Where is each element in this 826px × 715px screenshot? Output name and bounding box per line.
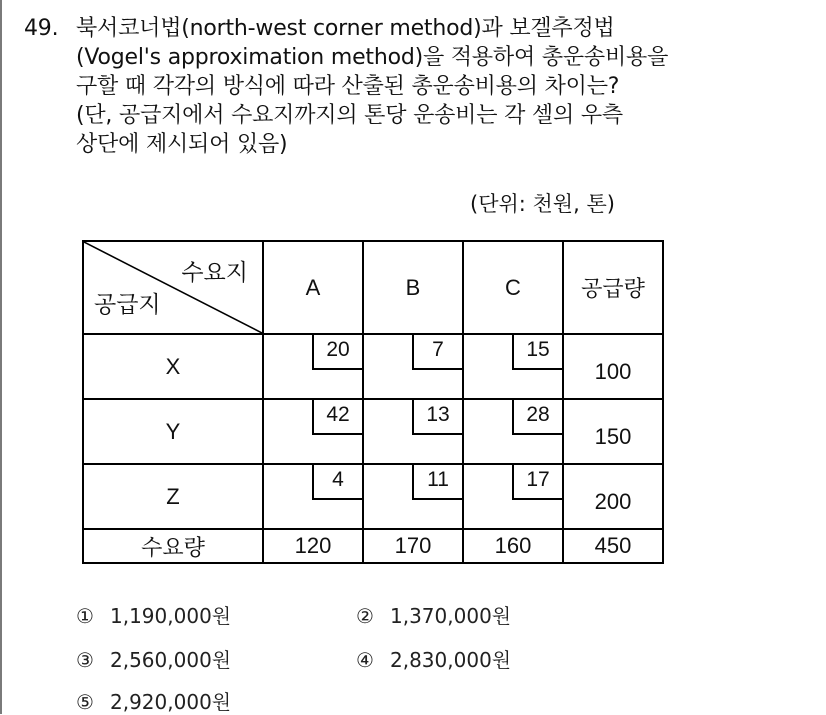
supply-y	[563, 399, 663, 464]
choice-mark: ④	[356, 648, 374, 672]
choice-3[interactable]	[76, 644, 231, 673]
table-row	[83, 334, 663, 399]
choice-mark: ⑤	[76, 690, 94, 714]
row-label-y: Y	[83, 399, 263, 464]
supply-value: 100	[594, 358, 632, 384]
question-line-3	[24, 72, 814, 101]
cell-x-c	[463, 334, 563, 399]
choice-4[interactable]	[356, 644, 511, 673]
question-number: 49.	[24, 16, 59, 41]
question-line-5	[24, 130, 814, 159]
transportation-table	[82, 240, 664, 564]
cell-z-c	[463, 464, 563, 529]
cost-box: 4	[312, 465, 362, 500]
demand-site-label: 수요지	[181, 259, 248, 285]
demand-row-label: 수요량	[83, 529, 263, 563]
choice-text: 2,920,000원	[110, 690, 232, 714]
supply-x	[563, 334, 663, 399]
cell-y-b	[363, 399, 463, 464]
demand-a: 120	[263, 529, 363, 563]
question-text-line: 북서코너법(north-west corner method)과 보겔추정법	[76, 16, 615, 41]
cell-z-b	[363, 464, 463, 529]
choice-mark: ③	[76, 648, 94, 672]
page-left-border	[0, 0, 2, 714]
choice-text: 2,830,000원	[390, 648, 512, 672]
column-header-b: B	[363, 241, 463, 334]
row-label-x: X	[83, 334, 263, 399]
cell-x-b	[363, 334, 463, 399]
choice-mark: ①	[76, 604, 94, 628]
table-header-row	[83, 241, 663, 334]
choice-1[interactable]	[76, 600, 231, 629]
cell-y-a	[263, 399, 363, 464]
column-header-supply: 공급량	[563, 241, 663, 334]
corner-cell	[83, 241, 263, 334]
column-header-a: A	[263, 241, 363, 334]
cost-box: 15	[512, 335, 562, 370]
choice-2[interactable]	[356, 600, 511, 629]
cell-x-a	[263, 334, 363, 399]
supply-value: 150	[594, 423, 632, 449]
question-stem	[24, 14, 814, 159]
demand-c: 160	[463, 529, 563, 563]
question-line-4	[24, 101, 814, 130]
question-line-2	[24, 43, 814, 72]
row-label-z: Z	[83, 464, 263, 529]
question-text-line: 구할 때 각각의 방식에 따라 산출된 총운송비용의 차이는?	[76, 74, 620, 99]
cost-box: 13	[412, 400, 462, 435]
demand-total: 450	[563, 529, 663, 563]
demand-b: 170	[363, 529, 463, 563]
supply-site-label: 공급지	[94, 291, 161, 317]
choice-5[interactable]	[76, 686, 231, 715]
table-row	[83, 399, 663, 464]
cost-box: 28	[512, 400, 562, 435]
question-text-line: 상단에 제시되어 있음)	[76, 132, 288, 157]
choice-text: 1,190,000원	[110, 604, 232, 628]
cost-box: 42	[312, 400, 362, 435]
question-text-line: (단, 공급지에서 수요지까지의 톤당 운송비는 각 셀의 우측	[76, 103, 623, 128]
supply-z	[563, 464, 663, 529]
cost-box: 17	[512, 465, 562, 500]
choice-mark: ②	[356, 604, 374, 628]
cost-box: 20	[312, 335, 362, 370]
cost-box: 7	[412, 335, 462, 370]
demand-row	[83, 529, 663, 563]
table-row	[83, 464, 663, 529]
units-label: (단위: 천원, 톤)	[470, 192, 615, 216]
question-text-line: (Vogel's approximation method)을 적용하여 총운송비용을	[76, 45, 669, 70]
cell-z-a	[263, 464, 363, 529]
cell-y-c	[463, 399, 563, 464]
cost-box: 11	[412, 465, 462, 500]
choice-text: 2,560,000원	[110, 648, 232, 672]
supply-value: 200	[594, 488, 632, 514]
column-header-c: C	[463, 241, 563, 334]
question-line-1	[24, 14, 814, 43]
choice-text: 1,370,000원	[390, 604, 512, 628]
